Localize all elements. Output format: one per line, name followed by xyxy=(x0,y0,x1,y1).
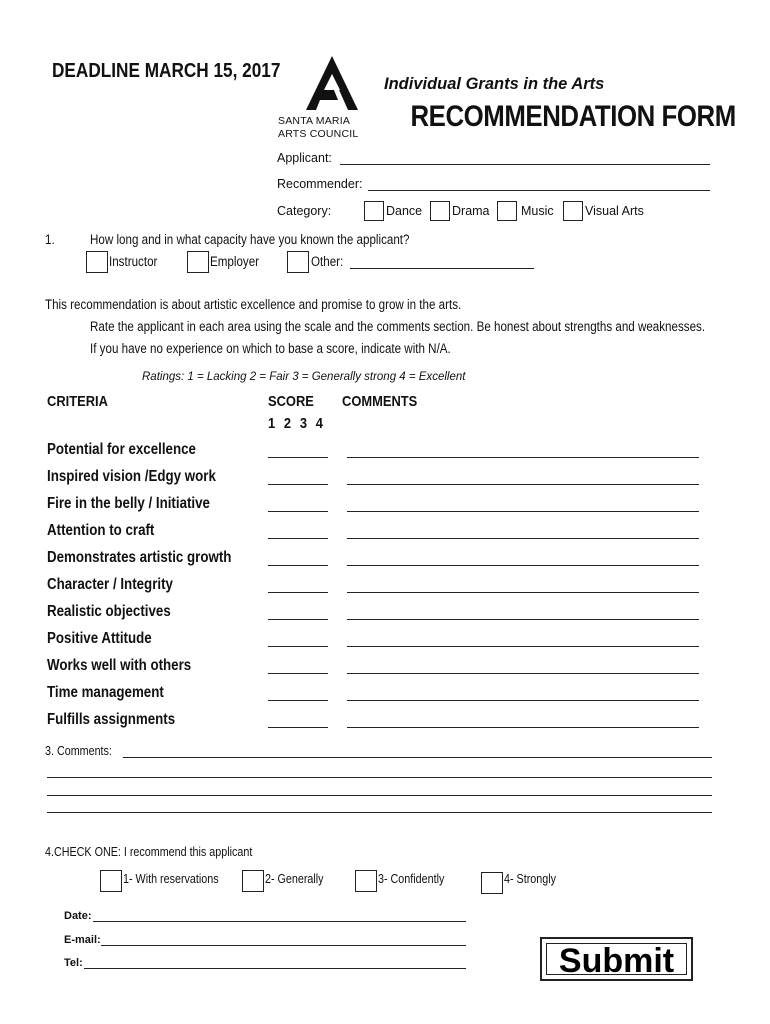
generally-label: 2- Generally xyxy=(265,872,324,886)
score-scale: 1 2 3 4 xyxy=(268,415,326,432)
comments-line[interactable] xyxy=(47,795,712,796)
criteria-row-label: Works well with others xyxy=(47,657,192,674)
instructor-checkbox[interactable] xyxy=(86,251,108,273)
recommender-label: Recommender: xyxy=(277,177,363,191)
score-field[interactable] xyxy=(268,538,328,539)
score-field[interactable] xyxy=(268,592,328,593)
question1-text: How long and in what capacity have you known the applicant? xyxy=(90,232,410,247)
intro-line3: If you have no experience on which to base a score, indicate with N/A. xyxy=(90,341,451,356)
email-label: E-mail: xyxy=(64,934,101,946)
org-name-line1: SANTA MARIA xyxy=(278,115,351,127)
score-field[interactable] xyxy=(268,457,328,458)
criteria-row-label: Time management xyxy=(47,684,164,701)
comment-field[interactable] xyxy=(347,646,699,647)
comments-line[interactable] xyxy=(47,812,712,813)
submit-button[interactable] xyxy=(540,937,693,981)
generally-checkbox[interactable] xyxy=(242,870,264,892)
category-drama-checkbox[interactable] xyxy=(430,201,450,221)
score-field[interactable] xyxy=(268,727,328,728)
comments-line[interactable] xyxy=(47,777,712,778)
criteria-row-label: Fulfills assignments xyxy=(47,711,176,728)
intro-line1: This recommendation is about artistic excellence and promise to grow in the arts. xyxy=(45,297,462,312)
comment-field[interactable] xyxy=(347,457,699,458)
employer-checkbox[interactable] xyxy=(187,251,209,273)
category-dance-checkbox[interactable] xyxy=(364,201,384,221)
category-visual-arts-label: Visual Arts xyxy=(585,204,644,218)
org-name xyxy=(278,115,358,141)
criteria-row-label: Demonstrates artistic growth xyxy=(47,549,232,566)
check-one-label: 4.CHECK ONE: I recommend this applicant xyxy=(45,845,253,859)
comment-field[interactable] xyxy=(347,592,699,593)
recommender-field[interactable] xyxy=(368,176,710,191)
reservations-checkbox[interactable] xyxy=(100,870,122,892)
org-name-line2: ARTS COUNCIL xyxy=(278,128,359,140)
tel-field[interactable] xyxy=(84,968,466,969)
reservations-label: 1- With reservations xyxy=(123,872,219,886)
score-field[interactable] xyxy=(268,619,328,620)
employer-label: Employer xyxy=(210,254,260,269)
comment-field[interactable] xyxy=(347,484,699,485)
comment-field[interactable] xyxy=(347,511,699,512)
score-field[interactable] xyxy=(268,511,328,512)
comment-field[interactable] xyxy=(347,727,699,728)
date-field[interactable] xyxy=(93,921,466,922)
category-music-checkbox[interactable] xyxy=(497,201,517,221)
comments-label: 3. Comments: xyxy=(45,744,112,758)
score-field[interactable] xyxy=(268,673,328,674)
comment-field[interactable] xyxy=(347,619,699,620)
submit-label: Submit xyxy=(546,943,687,975)
category-drama-label: Drama xyxy=(452,204,490,218)
criteria-row-label: Attention to craft xyxy=(47,522,155,539)
comment-field[interactable] xyxy=(347,538,699,539)
other-field[interactable] xyxy=(350,254,534,269)
applicant-label: Applicant: xyxy=(277,151,332,165)
email-field[interactable] xyxy=(101,945,466,946)
criteria-row-label: Potential for excellence xyxy=(47,441,196,458)
score-header: SCORE xyxy=(268,393,314,410)
form-subtitle: Individual Grants in the Arts xyxy=(384,75,605,93)
strongly-label: 4- Strongly xyxy=(504,872,556,886)
intro-line2: Rate the applicant in each area using the scale and the comments section. Be honest about strengths and weaknesses. xyxy=(90,319,706,334)
score-field[interactable] xyxy=(268,565,328,566)
arts-council-logo-icon xyxy=(306,56,358,110)
applicant-field[interactable] xyxy=(340,150,710,165)
score-field[interactable] xyxy=(268,646,328,647)
category-visual-arts-checkbox[interactable] xyxy=(563,201,583,221)
form-title: RECOMMENDATION FORM xyxy=(410,100,736,133)
criteria-row-label: Realistic objectives xyxy=(47,603,171,620)
comments-line[interactable] xyxy=(123,757,712,758)
score-field[interactable] xyxy=(268,700,328,701)
criteria-row-label: Fire in the belly / Initiative xyxy=(47,495,210,512)
tel-label: Tel: xyxy=(64,957,83,969)
other-checkbox[interactable] xyxy=(287,251,309,273)
instructor-label: Instructor xyxy=(109,254,158,269)
deadline-text: DEADLINE MARCH 15, 2017 xyxy=(52,60,281,82)
criteria-row-label: Positive Attitude xyxy=(47,630,152,647)
criteria-row-label: Character / Integrity xyxy=(47,576,173,593)
comments-header: COMMENTS xyxy=(342,393,418,410)
comment-field[interactable] xyxy=(347,673,699,674)
confidently-label: 3- Confidently xyxy=(378,872,445,886)
question1-number: 1. xyxy=(45,232,55,247)
date-label: Date: xyxy=(64,910,92,922)
comment-field[interactable] xyxy=(347,565,699,566)
criteria-header: CRITERIA xyxy=(47,393,108,410)
comment-field[interactable] xyxy=(347,700,699,701)
criteria-row-label: Inspired vision /Edgy work xyxy=(47,468,216,485)
category-music-label: Music xyxy=(521,204,554,218)
strongly-checkbox[interactable] xyxy=(481,872,503,894)
score-field[interactable] xyxy=(268,484,328,485)
category-dance-label: Dance xyxy=(386,204,423,218)
ratings-scale: Ratings: 1 = Lacking 2 = Fair 3 = Generally strong 4 = Excellent xyxy=(142,371,466,383)
other-label: Other: xyxy=(311,254,344,269)
category-label: Category: xyxy=(277,204,332,218)
confidently-checkbox[interactable] xyxy=(355,870,377,892)
